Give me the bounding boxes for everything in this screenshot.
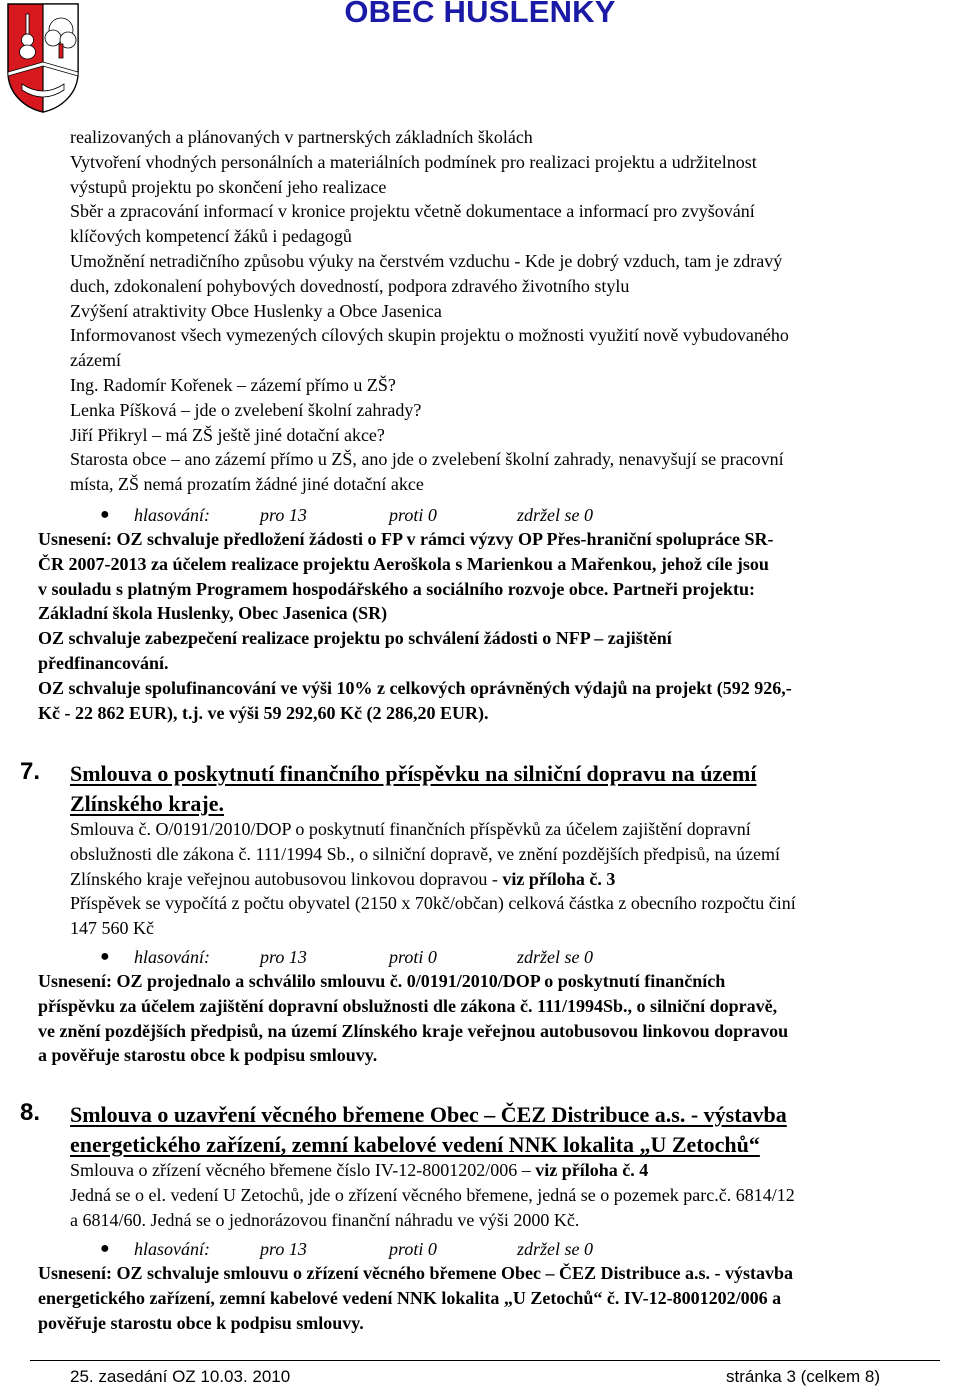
text-line: Smlouva o zřízení věcného břemene číslo IV-12-8001202/006 – viz příloha č. 4 — [70, 1160, 649, 1180]
text-line: obslužnosti dle zákona č. 111/1994 Sb., o silniční dopravě, ve znění pozdějších předpisů, na území — [70, 843, 780, 864]
page-header-title: OBEC HUSLENKY — [344, 0, 616, 29]
text-line: Starosta obce – ano zázemí přímo u ZŠ, ano jde o zvelebení školní zahrady, nenavyšují se pracovní — [70, 449, 784, 470]
text-line: v souladu s platným Programem hospodářského a sociálního rozvoje obce. Partneři projektu: — [38, 578, 756, 599]
vote-proti: proti 0 — [389, 1239, 437, 1259]
vote-pro: pro 13 — [260, 1239, 307, 1259]
resolution-block — [38, 969, 788, 1068]
text-line: OZ schvaluje spolufinancování ve výši 10% z celkových oprávněných výdajů na projekt (592 926,- — [38, 677, 792, 698]
text-line: Lenka Píšková – jde o zvelebení školní zahrady? — [70, 399, 422, 420]
text-line: Kč - 22 862 EUR), t.j. ve výši 59 292,60 Kč (2 286,20 EUR). — [38, 702, 489, 723]
text-line: klíčových kompetencí žáků i pedagogů — [70, 226, 352, 247]
section-title — [70, 1100, 787, 1160]
vote-pro: pro 13 — [260, 947, 307, 967]
text-line: Zlínského kraje veřejnou autobusovou linkovou dopravou - viz příloha č. 3 — [70, 868, 616, 889]
text-line: a 6814/60. Jedná se o jednorázovou finanční náhradu ve výši 2000 Kč. — [70, 1209, 580, 1230]
text-line: Smlouva č. O/0191/2010/DOP o poskytnutí finančních příspěvků za účelem zajištění dopravní — [70, 819, 751, 839]
text-line: 147 560 Kč — [70, 918, 154, 939]
bullet-icon: ● — [100, 948, 110, 965]
bullet-icon: ● — [100, 506, 110, 523]
footer-divider — [30, 1360, 940, 1361]
vote-label: hlasování: — [134, 505, 210, 525]
text-line: zázemí — [70, 350, 121, 371]
text-line: ČR 2007-2013 za účelem realizace projektu Aeroškola s Marienkou a Mařenkou, jehož cíle jsou — [38, 553, 769, 574]
text-line: Vytvoření vhodných personálních a materiálních podmínek pro realizaci projektu a udržitelnost — [70, 151, 757, 172]
attachment-ref: viz příloha č. 4 — [535, 1160, 649, 1180]
resolution-block — [38, 527, 792, 725]
vote-proti: proti 0 — [389, 505, 437, 525]
footer-page-number: stránka 3 (celkem 8) — [726, 1367, 880, 1386]
text-line: Usnesení: OZ projednalo a schválilo smlouvu č. 0/0191/2010/DOP o poskytnutí finančních — [38, 971, 726, 991]
intro-text-block — [70, 125, 789, 497]
text-line: Jiří Přikryl – má ZŠ ještě jiné dotační akce? — [70, 424, 385, 445]
text-line: Sběr a zpracování informací v kronice projektu včetně dokumentace a informací pro zvyšování — [70, 201, 755, 222]
text-line: příspěvku za účelem zajištění dopravní obslužnosti dle zákona č. 111/1994Sb., o silniční dopravě, — [38, 995, 778, 1016]
section-title-line: energetického zařízení, zemní kabelové vedení NNK lokalita „U Zetochů“ — [70, 1132, 760, 1157]
text-line: Základní škola Huslenky, Obec Jasenica (SR) — [38, 603, 388, 624]
text-line: duch, zdokonalení pohybových dovedností, podpora zdravého životního stylu — [70, 275, 630, 296]
text-line: realizovaných a plánovaných v partnerských základních školách — [70, 127, 533, 147]
resolution-block — [38, 1261, 793, 1335]
vote-label: hlasování: — [134, 1239, 210, 1259]
section-body — [70, 1158, 795, 1232]
section-title-line: Smlouva o uzavření věcného břemene Obec – ČEZ Distribuce a.s. - výstavba — [70, 1102, 787, 1127]
footer-meeting-info: 25. zasedání OZ 10.03. 2010 — [70, 1367, 291, 1386]
vote-zdrzel: zdržel se 0 — [517, 505, 593, 525]
attachment-ref: viz příloha č. 3 — [502, 868, 616, 889]
text-line: pověřuje starostu obce k podpisu smlouvy. — [38, 1312, 364, 1333]
text-line: ve znění pozdějších předpisů, na území Zlínského kraje veřejnou autobusovou linkovou dopravou — [38, 1020, 789, 1041]
text-line: Informovanost všech vymezených cílových skupin projektu o možnosti využití nově vybudovaného — [70, 325, 789, 346]
vote-pro: pro 13 — [260, 505, 307, 525]
text-line: a pověřuje starostu obce k podpisu smlouvy. — [38, 1045, 378, 1066]
section-number: 7. — [20, 758, 41, 785]
text-line: energetického zařízení, zemní kabelové vedení NNK lokalita „U Zetochů“ č. IV-12-8001202/006 a — [38, 1287, 782, 1308]
text-line: Usnesení: OZ schvaluje smlouvu o zřízení věcného břemene Obec – ČEZ Distribuce a.s. - výstavba — [38, 1263, 793, 1283]
text-line: Zvýšení atraktivity Obce Huslenky a Obce Jasenica — [70, 300, 442, 321]
section-title-line: Zlínského kraje. — [70, 791, 225, 816]
text-line: Umožnění netradičního způsobu výuky na čerstvém vzduchu - Kde je dobrý vzduch, tam je zdravý — [70, 250, 783, 271]
section-title-line: Smlouva o poskytnutí finančního příspěvku na silniční dopravu na území — [70, 761, 757, 786]
vote-proti: proti 0 — [389, 947, 437, 967]
text-line: Ing. Radomír Kořenek – zázemí přímo u ZŠ? — [70, 374, 396, 395]
text-line: předfinancování. — [38, 652, 169, 673]
section-number: 8. — [20, 1099, 41, 1126]
text-line: Příspěvek se vypočítá z počtu obyvatel (2150 x 70kč/občan) celková částka z obecního rozpočtu činí — [70, 893, 796, 914]
text-line: místa, ZŠ nemá prozatím žádné jiné dotační akce — [70, 474, 424, 495]
text-line: Usnesení: OZ schvaluje předložení žádosti o FP v rámci výzvy OP Přes-hraniční spolupráce SR- — [38, 529, 774, 549]
section-body — [70, 817, 796, 941]
vote-label: hlasování: — [134, 947, 210, 967]
text-line: výstupů projektu po skončení jeho realizace — [70, 176, 387, 197]
text-line: Jedná se o el. vedení U Zetochů, jde o zřízení věcného břemene, jedná se o pozemek parc.č. 6814/12 — [70, 1184, 795, 1205]
bullet-icon: ● — [100, 1240, 110, 1257]
text-line: OZ schvaluje zabezpečení realizace projektu po schválení žádosti o NFP – zajištění — [38, 628, 672, 649]
section-title — [70, 759, 756, 819]
vote-zdrzel: zdržel se 0 — [517, 947, 593, 967]
vote-zdrzel: zdržel se 0 — [517, 1239, 593, 1259]
